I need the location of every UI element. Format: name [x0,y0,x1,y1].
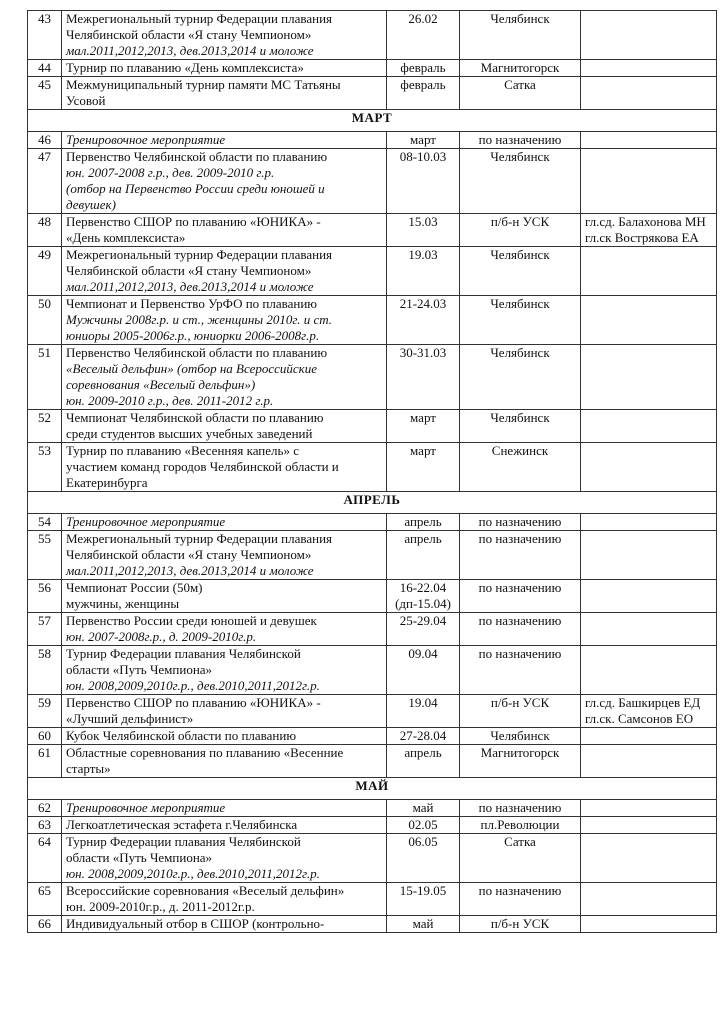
table-row [28,296,717,345]
event-responsible [581,883,717,916]
event-name-line: Первенство России среди юношей и девушек [66,613,317,628]
event-name-cell [62,531,387,580]
event-name-cell [62,695,387,728]
row-number: 53 [28,443,62,492]
row-number: 60 [28,728,62,745]
event-name-line: мужчины, женщины [66,596,180,611]
event-name-line: Екатеринбурга [66,475,148,490]
table-row [28,883,717,916]
table-row [28,728,717,745]
table-row [28,916,717,933]
table-row [28,77,717,110]
event-responsible [581,345,717,410]
row-number: 66 [28,916,62,933]
event-participants-line: девушек) [66,197,116,212]
table-row [28,531,717,580]
event-date: 21-24.03 [387,296,460,345]
responsible-person: гл.сд. Балахонова МН [585,214,706,229]
event-date: март [387,132,460,149]
row-number: 55 [28,531,62,580]
event-participants-line: «Веселый дельфин» (отбор на Всероссийские [66,361,318,376]
event-date: апрель [387,514,460,531]
responsible-person: гл.ск Вострякова ЕА [585,230,699,245]
schedule-table [27,10,717,933]
event-name-cell [62,646,387,695]
event-location: Челябинск [460,247,581,296]
event-date: 08-10.03 [387,149,460,214]
event-name-line: Легкоатлетическая эстафета г.Челябинска [66,817,298,832]
table-row [28,149,717,214]
event-name-line: Чемпионат Челябинской области по плаванию [66,410,324,425]
event-date: 15-19.05 [387,883,460,916]
event-location: пл.Революции [460,817,581,834]
event-date: 02.05 [387,817,460,834]
event-location: по назначению [460,613,581,646]
table-row [28,132,717,149]
event-date: 19.04 [387,695,460,728]
event-responsible [581,11,717,60]
event-name-line: Турнир по плаванию «День комплексиста» [66,60,304,75]
row-number: 45 [28,77,62,110]
event-name-line: области «Путь Чемпиона» [66,662,213,677]
event-location: по назначению [460,646,581,695]
event-responsible [581,296,717,345]
event-participants-line: юн. 2008,2009,2010г.р., дев.2010,2011,2012г.р. [66,678,320,693]
event-responsible [581,531,717,580]
event-name-line: Всероссийские соревнования «Веселый дельфин» [66,883,345,898]
event-location: п/б-н УСК [460,695,581,728]
event-name-line: Челябинской области «Я стану Чемпионом» [66,27,312,42]
event-date: март [387,443,460,492]
event-location: Челябинск [460,345,581,410]
event-location: по назначению [460,132,581,149]
table-row [28,214,717,247]
event-date: апрель [387,531,460,580]
event-participants-line: мал.2011,2012,2013, дев.2013,2014 и моложе [66,279,314,294]
event-name-cell [62,60,387,77]
event-name-cell [62,817,387,834]
event-responsible [581,443,717,492]
event-responsible [581,410,717,443]
row-number: 62 [28,800,62,817]
event-date: март [387,410,460,443]
event-participants-line: Мужчины 2008г.р. и ст., женщины 2010г. и ст. [66,312,333,327]
event-name-line: Областные соревнования по плаванию «Весенние [66,745,344,760]
row-number: 65 [28,883,62,916]
event-date: 30-31.03 [387,345,460,410]
event-date: февраль [387,77,460,110]
event-name-line: Кубок Челябинской области по плаванию [66,728,297,743]
table-row [28,817,717,834]
event-date: 16-22.04 (дп-15.04) [387,580,460,613]
row-number: 58 [28,646,62,695]
month-header: МАРТ [28,110,717,132]
event-name-line: участием команд городов Челябинской области и [66,459,339,474]
month-header-row [28,778,717,800]
event-responsible [581,60,717,77]
event-participants-line: юн. 2007-2008г.р., д. 2009-2010г.р. [66,629,257,644]
event-responsible [581,247,717,296]
event-participants-line: мал.2011,2012,2013, дев.2013,2014 и моложе [66,43,314,58]
table-row [28,800,717,817]
row-number: 64 [28,834,62,883]
event-responsible [581,695,717,728]
event-name-cell [62,345,387,410]
responsible-person: гл.ск. Самсонов ЕО [585,711,694,726]
event-name-line: Межмуниципальный турнир памяти МС Татьяны [66,77,341,92]
responsible-person: гл.сд. Башкирцев ЕД [585,695,701,710]
row-number: 43 [28,11,62,60]
event-location: Челябинск [460,410,581,443]
event-name-line: Челябинской области «Я стану Чемпионом» [66,263,312,278]
event-participants-line: юн. 2007-2008 г.р., дев. 2009-2010 г.р. [66,165,275,180]
event-location: Снежинск [460,443,581,492]
event-name-cell [62,883,387,916]
month-header: МАЙ [28,778,717,800]
row-number: 54 [28,514,62,531]
event-date: 27-28.04 [387,728,460,745]
row-number: 51 [28,345,62,410]
event-name-line: Межрегиональный турнир Федерации плавания [66,531,333,546]
month-header-row [28,492,717,514]
row-number: 50 [28,296,62,345]
event-location: Магнитогорск [460,745,581,778]
event-date: февраль [387,60,460,77]
table-row [28,345,717,410]
table-row [28,443,717,492]
row-number: 61 [28,745,62,778]
event-date: 15.03 [387,214,460,247]
event-name-cell [62,11,387,60]
event-name-line: «Лучший дельфинист» [66,711,194,726]
event-location: по назначению [460,514,581,531]
event-location: п/б-н УСК [460,214,581,247]
event-responsible [581,646,717,695]
event-name-cell [62,149,387,214]
event-name-line: Первенство Челябинской области по плаванию [66,149,328,164]
table-row [28,613,717,646]
event-responsible [581,77,717,110]
event-name-line: Турнир по плаванию «Весенняя капель» с [66,443,299,458]
event-name-cell [62,214,387,247]
event-name-cell [62,132,387,149]
event-date: май [387,800,460,817]
event-name-line: Усовой [66,93,106,108]
row-number: 48 [28,214,62,247]
event-participants-line: соревнования «Веселый дельфин») [66,377,256,392]
event-responsible [581,916,717,933]
event-location: Сатка [460,834,581,883]
event-participants-line: юн. 2009-2010 г.р., дев. 2011-2012 г.р. [66,393,274,408]
event-participants-line: Тренировочное мероприятие [66,132,226,147]
schedule-table-body [28,11,717,933]
event-location: Челябинск [460,149,581,214]
event-name-line: Индивидуальный отбор в СШОР (контрольно- [66,916,325,931]
event-location: по назначению [460,800,581,817]
event-participants-line: Тренировочное мероприятие [66,800,226,815]
event-name-cell [62,728,387,745]
event-name-cell [62,800,387,817]
event-participants-line: юниоры 2005-2006г.р., юниорки 2006-2008г.р. [66,328,320,343]
event-name-line: Чемпионат России (50м) [66,580,203,595]
event-name-cell [62,410,387,443]
table-row [28,60,717,77]
table-row [28,247,717,296]
event-name-cell [62,613,387,646]
event-responsible [581,613,717,646]
event-date: май [387,916,460,933]
table-row [28,695,717,728]
row-number: 46 [28,132,62,149]
event-name-line: Турнир Федерации плавания Челябинской [66,646,301,661]
event-name-line: юн. 2009-2010г.р., д. 2011-2012г.р. [66,899,255,914]
event-name-line: Межрегиональный турнир Федерации плавания [66,11,333,26]
event-name-line: Чемпионат и Первенство УрФО по плаванию [66,296,317,311]
event-name-cell [62,296,387,345]
event-location: п/б-н УСК [460,916,581,933]
event-date: 06.05 [387,834,460,883]
event-name-line: старты» [66,761,111,776]
event-location: по назначению [460,883,581,916]
event-date: 26.02 [387,11,460,60]
event-name-line: Турнир Федерации плавания Челябинской [66,834,301,849]
event-responsible [581,728,717,745]
event-name-line: Челябинской области «Я стану Чемпионом» [66,547,312,562]
event-responsible [581,132,717,149]
event-name-line: Первенство СШОР по плаванию «ЮНИКА» - [66,214,321,229]
month-header-row [28,110,717,132]
row-number: 63 [28,817,62,834]
event-responsible [581,800,717,817]
event-name-line: области «Путь Чемпиона» [66,850,213,865]
event-date: 09.04 [387,646,460,695]
row-number: 59 [28,695,62,728]
event-location: по назначению [460,580,581,613]
event-name-cell [62,514,387,531]
event-participants-line: мал.2011,2012,2013, дев.2013,2014 и моложе [66,563,314,578]
event-name-line: «День комплексиста» [66,230,186,245]
row-number: 57 [28,613,62,646]
event-name-cell [62,580,387,613]
row-number: 52 [28,410,62,443]
event-name-cell [62,916,387,933]
event-name-cell [62,834,387,883]
event-location: Магнитогорск [460,60,581,77]
table-row [28,745,717,778]
event-name-line: Первенство СШОР по плаванию «ЮНИКА» - [66,695,321,710]
event-responsible [581,745,717,778]
event-location: Челябинск [460,296,581,345]
event-location: Челябинск [460,11,581,60]
event-date: 19.03 [387,247,460,296]
event-responsible [581,580,717,613]
row-number: 47 [28,149,62,214]
table-row [28,11,717,60]
month-header: АПРЕЛЬ [28,492,717,514]
table-row [28,834,717,883]
event-participants-line: юн. 2008,2009,2010г.р., дев.2010,2011,2012г.р. [66,866,320,881]
event-name-cell [62,77,387,110]
event-location: Сатка [460,77,581,110]
table-row [28,580,717,613]
event-name-line: Первенство Челябинской области по плаванию [66,345,328,360]
event-responsible [581,214,717,247]
row-number: 44 [28,60,62,77]
event-participants-line: (отбор на Первенство России среди юношей и [66,181,325,196]
event-date: апрель [387,745,460,778]
event-participants-line: Тренировочное мероприятие [66,514,226,529]
table-row [28,514,717,531]
event-name-line: Межрегиональный турнир Федерации плавания [66,247,333,262]
event-name-line: среди студентов высших учебных заведений [66,426,313,441]
event-location: по назначению [460,531,581,580]
event-location: Челябинск [460,728,581,745]
event-responsible [581,149,717,214]
event-date: 25-29.04 [387,613,460,646]
event-name-cell [62,247,387,296]
row-number: 49 [28,247,62,296]
row-number: 56 [28,580,62,613]
table-row [28,646,717,695]
table-row [28,410,717,443]
event-responsible [581,817,717,834]
event-responsible [581,514,717,531]
event-name-cell [62,745,387,778]
event-name-cell [62,443,387,492]
event-responsible [581,834,717,883]
